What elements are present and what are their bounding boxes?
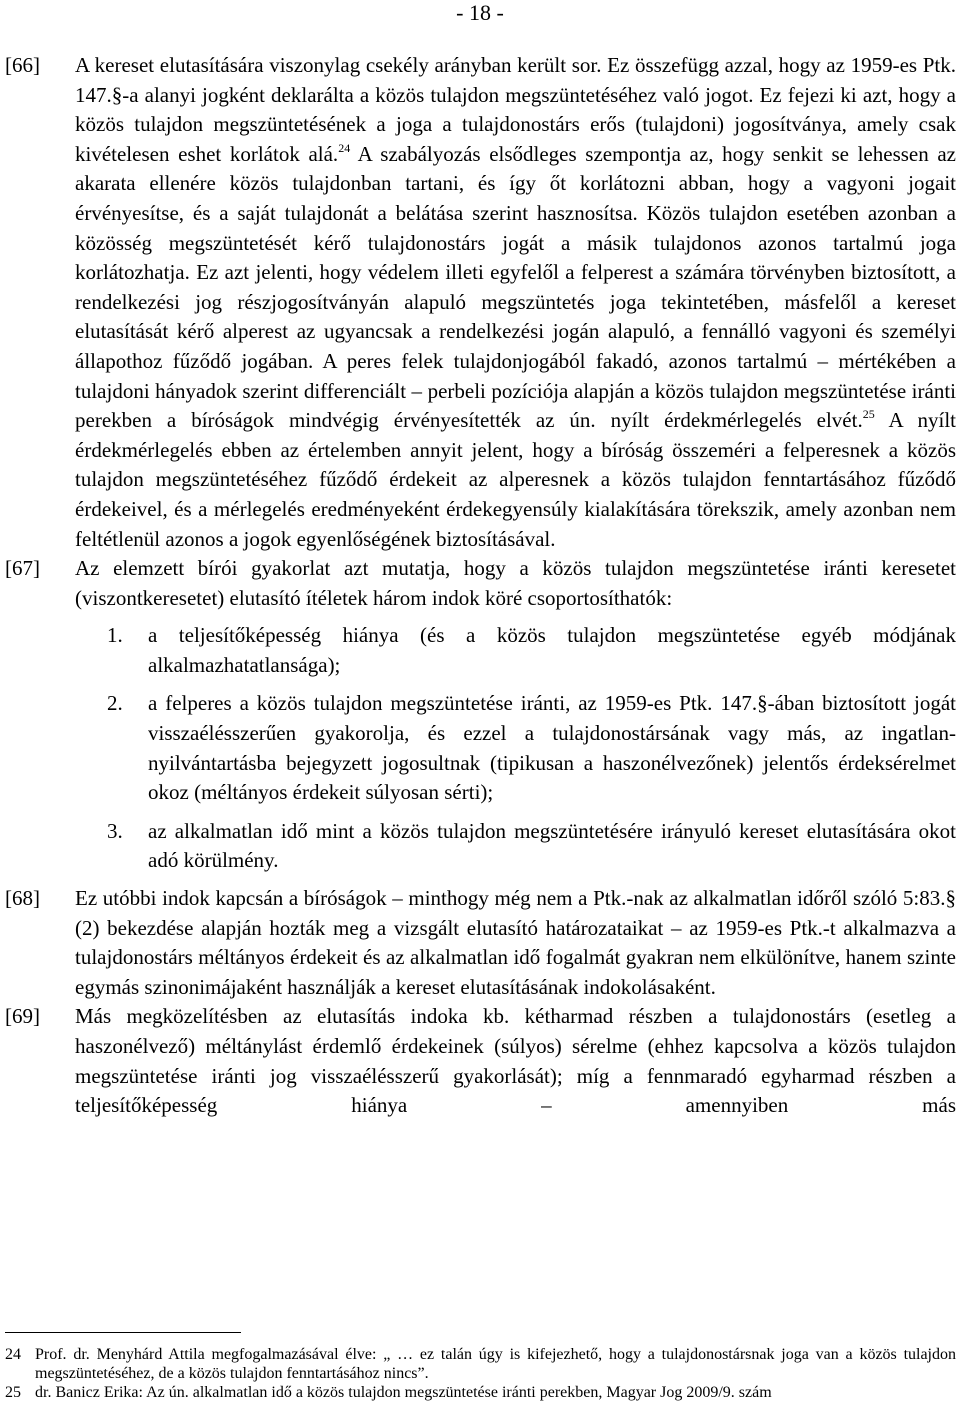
paragraph-67 bbox=[0, 554, 956, 876]
paragraphs bbox=[0, 51, 956, 1121]
list-item bbox=[107, 621, 956, 680]
footnotes bbox=[0, 1345, 960, 1402]
paragraph-text: Más megközelítésben az elutasítás indoka kb. kétharmad részben a tulajdonostárs (esetleg a haszonélvező) méltánylást érdemlő érdekeinek (súlyos) sérelme (ehhez kapcsolva a közös tulajdon megszüntetése iránti jog visszaélésszerű gyakorlását); míg a fennmaradó egyharmad részben a teljesítőképesség hiánya – amennyiben más bbox=[75, 1004, 956, 1118]
list-item bbox=[107, 689, 956, 807]
paragraph-66 bbox=[0, 51, 956, 554]
footnote-ref-25[interactable]: 25 bbox=[862, 407, 875, 422]
paragraph-text: Ez utóbbi indok kapcsán a bíróságok – minthogy még nem a Ptk.-nak az alkalmatlan időről szóló 5:83.§ (2) bekezdése alapján hozták meg a vizsgált elutasító határozataikat – az 1959-es Ptk.-t alkalmazva a tulajdonostárs méltányos érdekeit és az alkalmatlan idő fogalmát gyakran nem elkülönítve, hanem szinte egymás szinonimájaként használják a kereset elutasításának indokolásaként. bbox=[75, 886, 956, 999]
paragraph-text-part: A kereset elutasítására viszonylag csekély arányban került sor. Ez összefügg azzal, hogy az 1959-es Ptk. 147.§-a alanyi jogként deklarálta a közös tulajdon megszüntetéséhez való jogot. Ez fejezi ki azt, hogy a közös tulajdon megszüntetésének a joga a tulajdonostárs erős (tulajdoni) jogosítványa, amely csak kivételesen eshet korlátok alá. bbox=[75, 53, 956, 166]
footnote-24 bbox=[0, 1345, 960, 1383]
paragraph-text-part: A nyílt érdekmérlegelés ebben az értelemben annyit jelent, hogy a bíróság összeméri a felperesnek a közös tulajdon megszüntetéséhez fűződő érdekeit az alperesnek a közös tulajdon fenntartásához fűződő érdekeivel, és a mérlegelés eredményeként érdekegyensúly kialakítására törekszik, amely azonban nem feltétlenül azonos a jogok egyenlőségének biztosításával. bbox=[75, 408, 957, 551]
paragraph-text bbox=[75, 51, 956, 554]
footnote-ref-24[interactable]: 24 bbox=[338, 140, 351, 155]
footnote-text: dr. Banicz Erika: Az ún. alkalmatlan idő a közös tulajdon megszüntetése iránti perekben, Magyar Jog 2009/9. szám bbox=[35, 1384, 772, 1401]
footnote-number: 25 bbox=[5, 1384, 21, 1401]
list-item-number: 1. bbox=[107, 623, 123, 648]
list-item bbox=[107, 817, 956, 876]
paragraph-text: Az elemzett bírói gyakorlat azt mutatja, hogy a közös tulajdon megszüntetése iránti keresetet (viszontkeresetet) elutasító ítéletek három indok köré csoportosíthatók: bbox=[75, 556, 956, 610]
list-item-number: 3. bbox=[107, 818, 123, 843]
list-item-number: 2. bbox=[107, 691, 123, 716]
list-item-text: az alkalmatlan idő mint a közös tulajdon megszüntetésére irányuló kereset elutasítására okot adó körülmény. bbox=[148, 818, 956, 873]
paragraph-number: [66] bbox=[5, 53, 40, 77]
paragraph-69 bbox=[0, 1002, 956, 1120]
footnote-25 bbox=[0, 1383, 960, 1402]
footnote-text: Prof. dr. Menyhárd Attila megfogalmazásával élve: „ … ez talán úgy is kifejezhető, hogy a tulajdonostársnak joga van a közös tulajdon megszüntetéséhez, de a közös tulajdon fenntartásához nincs”. bbox=[35, 1346, 956, 1382]
paragraph-text-part: A szabályozás elsődleges szempontja az, hogy senkit se lehessen az akarata ellenére közös tulajdonban tartani, és így őt korlátozni abban, hogy a vagyoni jogait érvényesítse, és a saját tulajdonát a belátása szerint hasznosítsa. Közös tulajdon esetében azonban a közösség megszüntetését kérő tulajdonostárs jogát a másik tulajdonos azonos tartalmú joga korlátozhatja. Ez azt jelenti, hogy védelem illeti egyfelől a felperest a számára törvényben biztosított, a rendelkezési jog részjogosítványán alapuló megszüntetés joga tekintetében, másfelől a kereset elutasítását kérő alperest az ugyancsak a rendelkezési jogán alapuló, a fennálló vagyoni és személyi állapothoz fűződő jogában. A peres felek tulajdonjogából fakadó, azonos tartalmú – mértékében a tulajdoni hányadok szerint differenciált – perbeli pozíciója alapján a közös tulajdon megszüntetése iránti perekben a bíróságok mindvégig érvényesítették az ún. nyílt érdekmérlegelés elvét. bbox=[75, 141, 956, 433]
page-number: - 18 - bbox=[456, 0, 504, 25]
paragraph-number: [67] bbox=[5, 556, 40, 581]
paragraph-number: [69] bbox=[5, 1004, 40, 1029]
footnote-separator bbox=[5, 1332, 241, 1333]
footnote-number: 24 bbox=[5, 1346, 21, 1363]
list-item-text: a teljesítőképesség hiánya (és a közös tulajdon megszüntetése egyéb módjának alkalmazhatatlansága); bbox=[148, 623, 956, 677]
list-item-text: a felperes a közös tulajdon megszüntetése iránti, az 1959-es Ptk. 147.§-ában biztosított jogát visszaélésszerűen gyakorolja, és ezzel a tulajdonostársának vagy más, az ingatlan-nyilvántartásba bejegyzett jogosultnak (tipikusan a haszonélvezőnek) jelentős érdeksérelmet okoz (méltányos érdekeit súlyosan sérti); bbox=[148, 691, 956, 805]
paragraph-68 bbox=[0, 884, 956, 1002]
paragraph-number: [68] bbox=[5, 886, 40, 911]
numbered-list bbox=[0, 621, 956, 876]
